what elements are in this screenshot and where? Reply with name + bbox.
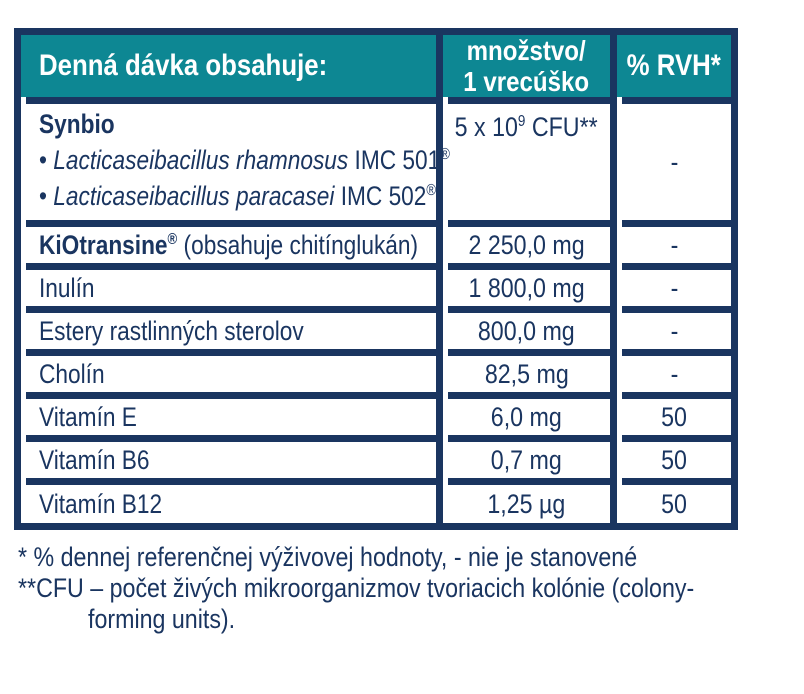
ingredient-line: Inulín — [39, 273, 95, 303]
amount-cell: 6,0 mg — [436, 399, 610, 442]
amount-cell: 2 250,0 mg — [436, 227, 610, 270]
table-row — [21, 442, 731, 485]
header-amount — [436, 35, 610, 104]
table-header-row — [21, 35, 731, 104]
ingredient-line: KiOtransine® (obsahuje chitínglukán) — [39, 230, 419, 260]
ingredient-line: Vitamín B12 — [39, 489, 163, 519]
table-row — [21, 399, 731, 442]
amount-cell: 1 800,0 mg — [436, 270, 610, 313]
ingredient-line: Estery rastlinných sterolov — [39, 316, 304, 346]
ingredient-cell — [21, 227, 436, 270]
ingredient-line: Cholín — [39, 359, 105, 389]
amount-cell: 800,0 mg — [436, 313, 610, 356]
footnote-cfu-continued: forming units). — [88, 604, 236, 634]
amount-cell: 1,25 µg — [436, 485, 610, 523]
ingredient-line: • Lacticaseibacillus rhamnosus IMC 501® — [39, 145, 450, 175]
supplement-facts-panel — [0, 28, 748, 694]
rvh-cell: - — [610, 227, 731, 270]
ingredient-cell — [21, 399, 436, 442]
ingredient-line: • Lacticaseibacillus paracasei IMC 502® — [39, 181, 437, 211]
ingredient-cell — [21, 356, 436, 399]
rvh-cell: - — [610, 356, 731, 399]
table-body — [21, 104, 731, 523]
table-row — [21, 270, 731, 313]
ingredient-cell — [21, 442, 436, 485]
header-daily-dose-label: Denná dávka obsahuje: — [39, 49, 328, 82]
rvh-cell: 50 — [610, 485, 731, 523]
amount-cell: 5 x $10^9$ CFU** — [436, 104, 610, 227]
amount-cell: 82,5 mg — [436, 356, 610, 399]
rvh-cell: - — [610, 270, 731, 313]
rvh-cell: - — [610, 313, 731, 356]
ingredient-line: Vitamín B6 — [39, 445, 150, 475]
footnotes — [18, 542, 748, 635]
table-row — [21, 356, 731, 399]
ingredient-cell — [21, 485, 436, 523]
ingredient-line: Synbio — [39, 109, 115, 139]
rvh-cell: 50 — [610, 399, 731, 442]
table-row — [21, 313, 731, 356]
header-amount-line1: množstvo/ — [466, 35, 587, 66]
rvh-cell: 50 — [610, 442, 731, 485]
header-daily-dose — [21, 35, 436, 104]
ingredient-cell — [21, 313, 436, 356]
amount-cell: 0,7 mg — [436, 442, 610, 485]
ingredient-cell — [21, 270, 436, 313]
supplement-facts-table — [14, 28, 738, 530]
table-row — [21, 227, 731, 270]
ingredient-line: Vitamín E — [39, 402, 137, 432]
header-rvh-label: % RVH* — [626, 49, 722, 82]
ingredient-cell — [21, 104, 450, 227]
table-row — [21, 104, 731, 227]
footnote-rvh: * % dennej referenčnej výživovej hodnoty, - nie je stanovené — [18, 542, 638, 572]
rvh-cell: - — [610, 104, 731, 227]
footnote-cfu: **CFU – počet živých mikroorganizmov tvoriacich kolónie (colony- — [18, 573, 695, 603]
table-row — [21, 485, 731, 523]
header-amount-line2: 1 vrecúško — [463, 66, 590, 97]
header-rvh — [610, 35, 731, 104]
